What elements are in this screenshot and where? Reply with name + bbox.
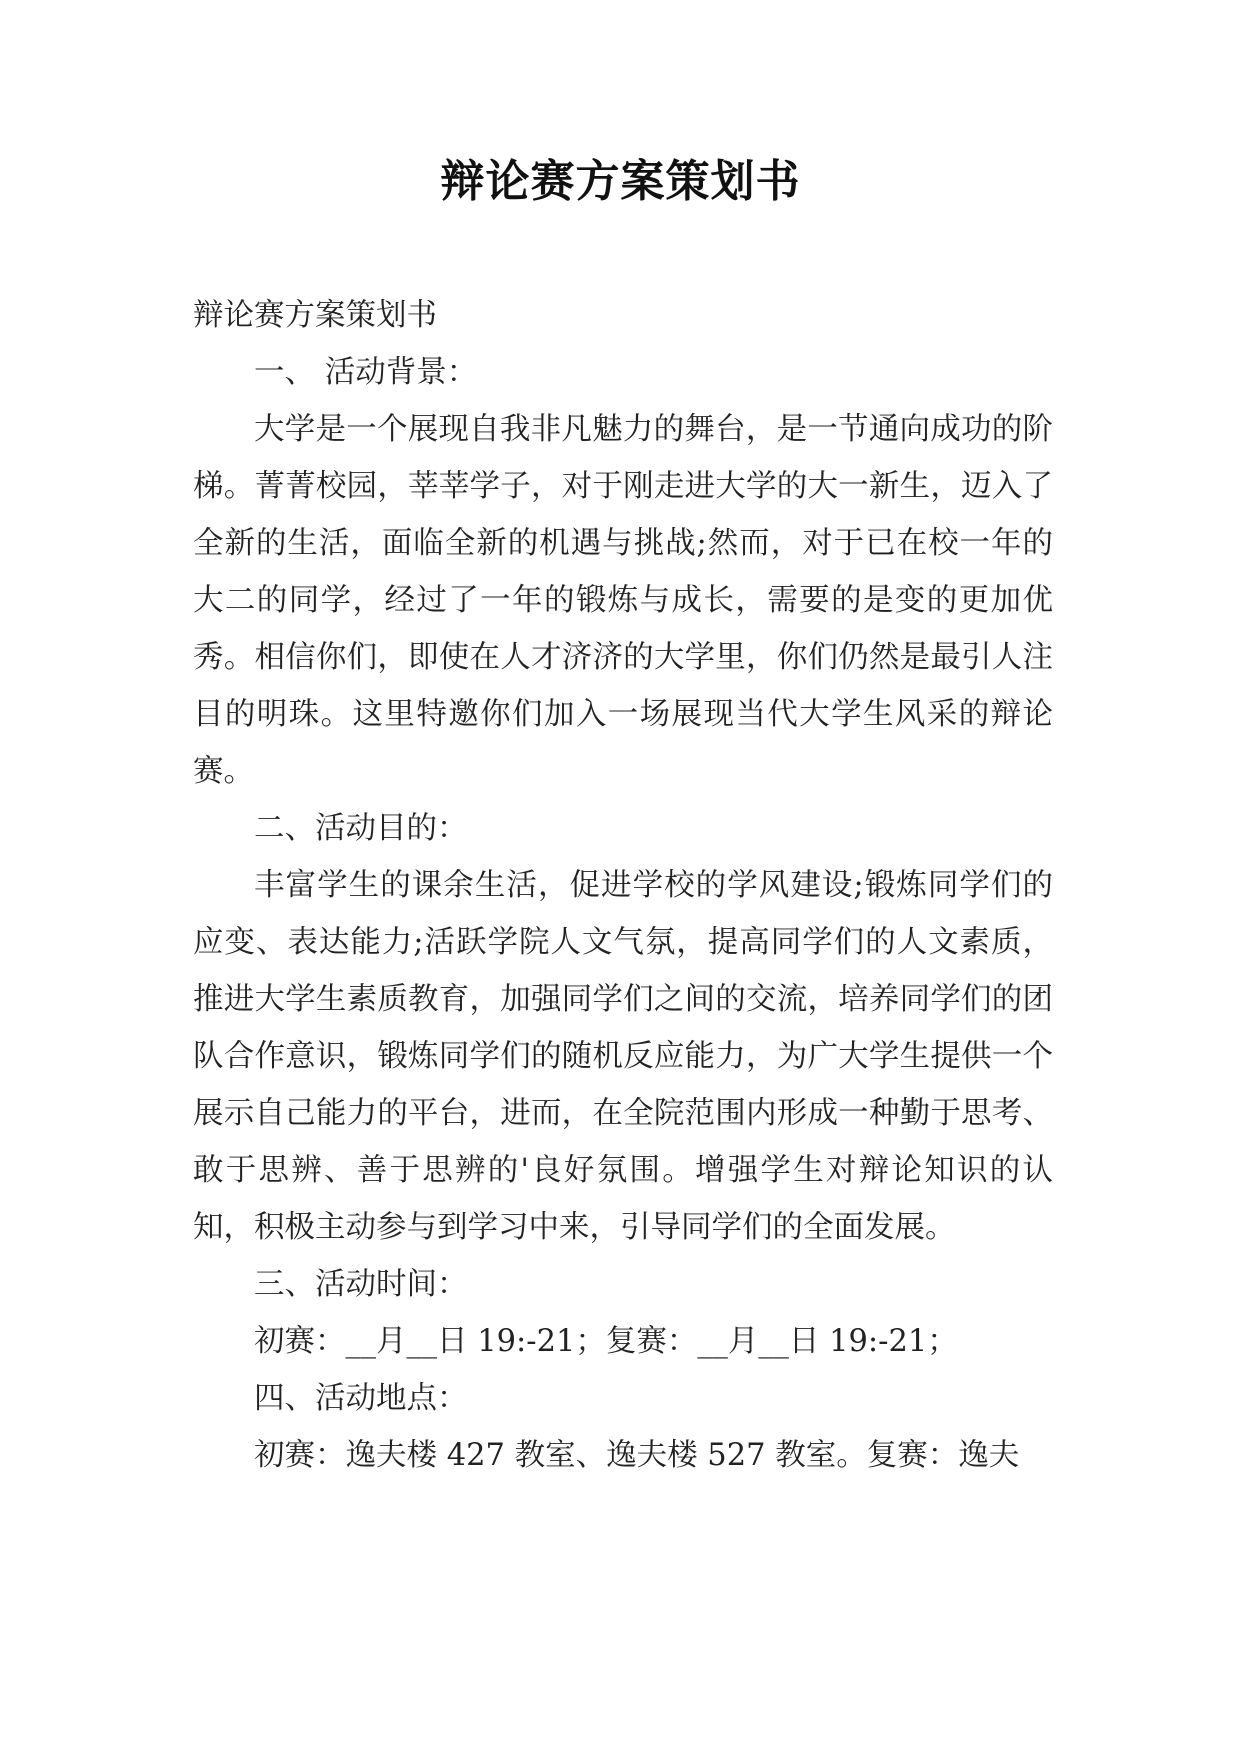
document-body xyxy=(193,287,1053,1484)
paragraph-purpose: 丰富学生的课余生活，促进学校的学风建设;锻炼同学们的应变、表达能力;活跃学院人文气氛，提高同学们的人文素质，推进大学生素质教育，加强同学们之间的交流，培养同学们的团队合作意识，锻炼同学们的随机反应能力，为广大学生提供一个展示自己能力的平台，进而，在全院范围内形成一种勤于思考、敢于思辨、善于思辨的'良好氛围。增强学生对辩论知识的认知，积极主动参与到学习中来，引导同学们的全面发展。 xyxy=(193,868,1053,1245)
section-heading-background: 一、 活动背景： xyxy=(254,355,478,390)
paragraph-time: 初赛：__月__日 19:-21；复赛：__月__日 19:-21； xyxy=(254,1324,958,1359)
document-title: 辩论赛方案策划书 xyxy=(440,156,801,207)
section-heading-purpose: 二、活动目的： xyxy=(254,811,468,846)
paragraph-heading: 辩论赛方案策划书 xyxy=(193,298,437,333)
paragraph-location: 初赛：逸夫楼 427 教室、逸夫楼 527 教室。复赛：逸夫 xyxy=(254,1438,1020,1473)
paragraph-background: 大学是一个展现自我非凡魅力的舞台，是一节通向成功的阶梯。菁菁校园，莘莘学子，对于刚走进大学的大一新生，迈入了全新的生活，面临全新的机遇与挑战;然而，对于已在校一年的大二的同学，经过了一年的锻炼与成长，需要的是变的更加优秀。相信你们，即使在人才济济的大学里，你们仍然是最引人注目的明珠。这里特邀你们加入一场展现当代大学生风采的辩论赛。 xyxy=(193,412,1053,789)
section-heading-location: 四、活动地点： xyxy=(254,1381,468,1416)
section-heading-time: 三、活动时间： xyxy=(254,1267,468,1302)
